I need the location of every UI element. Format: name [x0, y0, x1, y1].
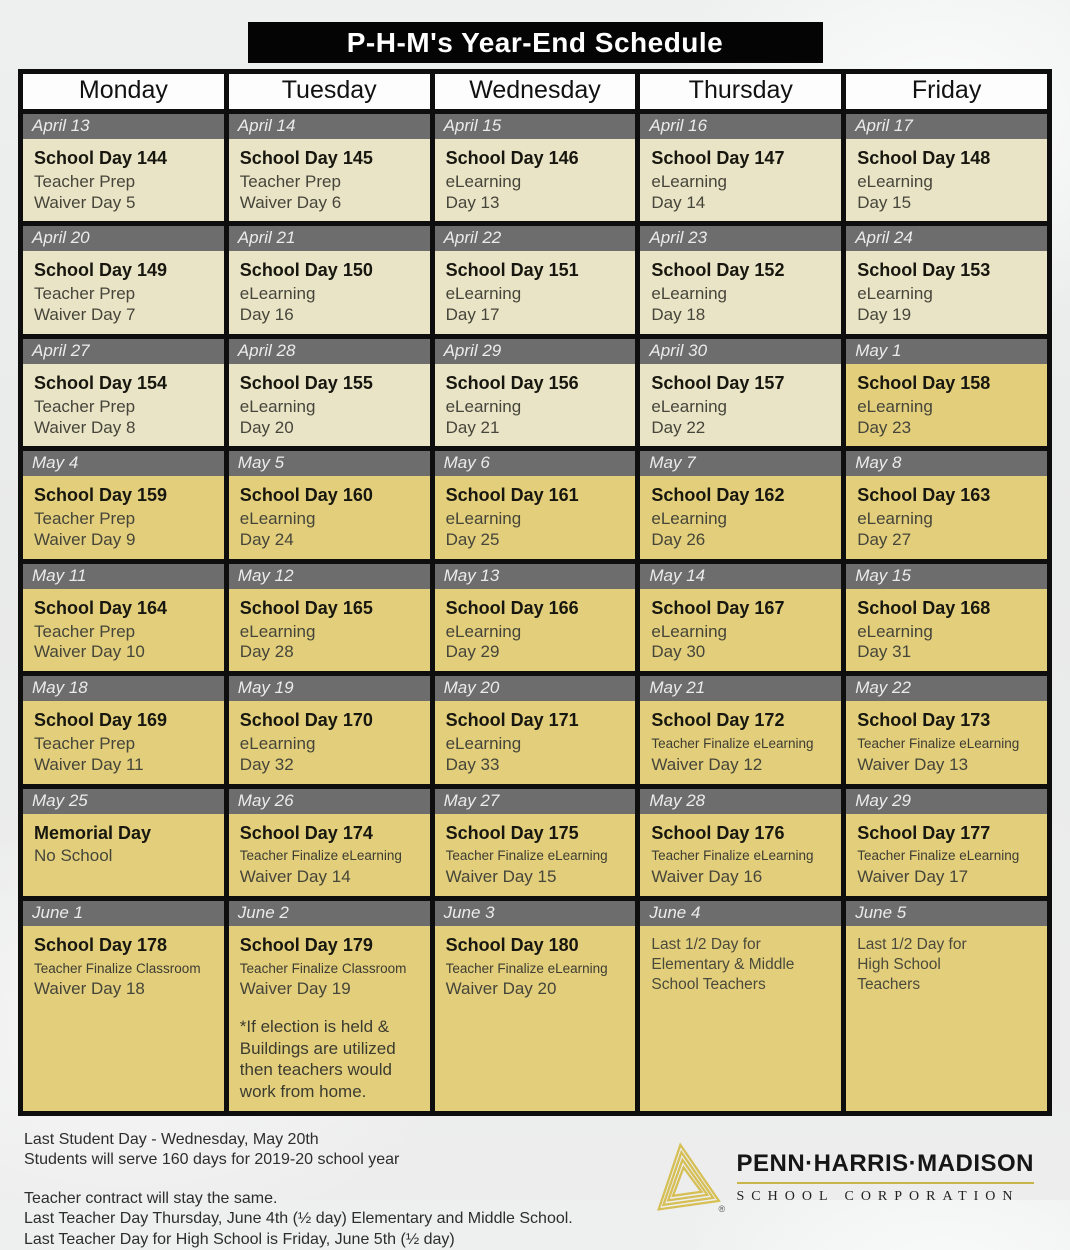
date-label: May 28 — [640, 789, 841, 814]
cell-body — [229, 476, 430, 558]
cell-body — [23, 814, 224, 896]
date-label: April 15 — [435, 114, 636, 139]
cell-line: School Day 165 — [239, 597, 373, 618]
calendar-cell-may-4 — [23, 451, 224, 558]
date-label: April 21 — [229, 226, 430, 251]
cell-line: eLearning — [445, 171, 522, 191]
cell-line: Day 19 — [857, 305, 912, 325]
cell-line: eLearning — [651, 171, 728, 191]
cell-line: No School — [34, 846, 113, 866]
cell-body — [846, 814, 1047, 896]
calendar-cell-april-22 — [435, 226, 636, 333]
cell-body — [23, 251, 224, 333]
cell-line: School Day 180 — [445, 934, 579, 955]
cell-line: Waiver Day 15 — [445, 866, 557, 886]
cell-line: eLearning — [239, 284, 316, 304]
cell-line: Teacher Prep — [34, 396, 136, 416]
calendar-cell-june-2 — [229, 901, 430, 1111]
calendar-weeks — [23, 114, 1047, 1111]
cell-line: eLearning — [651, 509, 728, 529]
date-label: June 1 — [23, 901, 224, 926]
date-label: June 4 — [640, 901, 841, 926]
cell-line: School Day 178 — [34, 934, 168, 955]
cell-body — [846, 589, 1047, 671]
cell-body — [435, 139, 636, 221]
cell-line: School Day 155 — [239, 372, 373, 393]
cell-line: eLearning — [239, 396, 316, 416]
cell-line: School Day 145 — [239, 148, 373, 168]
calendar-cell-june-5 — [846, 901, 1047, 1111]
cell-line: Teacher Prep — [239, 171, 341, 191]
footer — [18, 1130, 1052, 1250]
cell-line: School Day 179 — [239, 934, 373, 955]
cell-line: Day 30 — [651, 642, 706, 662]
calendar-cell-may-20 — [435, 676, 636, 783]
cell-line: Teacher Prep — [34, 509, 136, 529]
cell-body — [435, 589, 636, 671]
date-label: May 15 — [846, 564, 1047, 589]
date-label: May 14 — [640, 564, 841, 589]
week-row — [23, 114, 1047, 221]
cell-line: eLearning — [239, 509, 316, 529]
cell-body — [640, 814, 841, 896]
cell-line: eLearning — [857, 171, 933, 191]
date-label: April 24 — [846, 226, 1047, 251]
cell-line: Day 26 — [651, 529, 706, 549]
cell-line: eLearning — [445, 284, 522, 304]
cell-line: School Day 158 — [857, 372, 991, 393]
cell-line: Teacher Prep — [34, 734, 136, 754]
cell-line: Day 32 — [239, 754, 294, 774]
cell-line: Elementary & Middle — [651, 955, 795, 973]
cell-line: School Day 148 — [857, 148, 991, 168]
date-label: April 29 — [435, 339, 636, 364]
cell-body — [435, 251, 636, 333]
date-label: April 16 — [640, 114, 841, 139]
cell-line: eLearning — [239, 734, 316, 754]
calendar-cell-june-3 — [435, 901, 636, 1111]
calendar-cell-may-13 — [435, 564, 636, 671]
date-label: May 21 — [640, 676, 841, 701]
calendar-cell-april-21 — [229, 226, 430, 333]
calendar-cell-may-18 — [23, 676, 224, 783]
cell-body — [435, 814, 636, 896]
cell-line: Day 28 — [239, 642, 294, 662]
cell-body — [229, 926, 430, 1111]
cell-body — [640, 364, 841, 446]
cell-line: Day 16 — [239, 305, 294, 325]
cell-line: Day 13 — [445, 192, 500, 212]
cell-line: Waiver Day 14 — [239, 866, 351, 886]
date-label: April 28 — [229, 339, 430, 364]
logo-subtitle: SCHOOL CORPORATION — [736, 1189, 1020, 1205]
cell-line: Teacher Prep — [34, 621, 136, 641]
cell-line: Day 14 — [651, 192, 706, 212]
cell-line: Waiver Day 8 — [34, 417, 136, 437]
cell-line: Waiver Day 9 — [34, 529, 136, 549]
cell-line: School Day 156 — [445, 372, 579, 393]
cell-line: Memorial Day — [34, 822, 152, 843]
cell-line: Day 27 — [857, 529, 912, 549]
weekday-header-tuesday: Tuesday — [229, 74, 430, 109]
cell-line: Waiver Day 10 — [34, 642, 145, 662]
date-label: May 18 — [23, 676, 224, 701]
calendar-cell-may-19 — [229, 676, 430, 783]
cell-line: School Day 160 — [239, 485, 373, 506]
phm-logo — [647, 1140, 1053, 1216]
calendar-cell-may-26 — [229, 789, 430, 896]
footer-note-line: Last Student Day - Wednesday, May 20th — [24, 1130, 319, 1148]
cell-line: eLearning — [651, 621, 728, 641]
footer-note-line: Teacher contract will stay the same. — [24, 1189, 278, 1207]
cell-body — [846, 251, 1047, 333]
date-label: April 20 — [23, 226, 224, 251]
calendar-cell-june-4 — [640, 901, 841, 1111]
cell-line: Waiver Day 19 — [239, 979, 351, 999]
week-row — [23, 339, 1047, 446]
footer-note-line: Students will serve 160 days for 2019-20 school year — [24, 1151, 400, 1169]
calendar-cell-april-24 — [846, 226, 1047, 333]
calendar-cell-may-6 — [435, 451, 636, 558]
weekday-header-friday: Friday — [846, 74, 1047, 109]
phm-triangle-logo-icon — [647, 1140, 726, 1216]
cell-line: School Day 159 — [34, 485, 168, 506]
cell-line: School Day 166 — [445, 597, 579, 618]
date-label: April 27 — [23, 339, 224, 364]
cell-line: Waiver Day 20 — [445, 979, 557, 999]
calendar-cell-april-14 — [229, 114, 430, 221]
date-label: May 12 — [229, 564, 430, 589]
weekday-header-wednesday: Wednesday — [435, 74, 636, 109]
cell-body — [229, 589, 430, 671]
cell-body — [846, 701, 1047, 783]
cell-line: Waiver Day 6 — [239, 192, 342, 212]
cell-body — [229, 701, 430, 783]
calendar-cell-april-27 — [23, 339, 224, 446]
cell-line: eLearning — [857, 621, 933, 641]
cell-line: Day 25 — [445, 529, 500, 549]
cell-body — [640, 251, 841, 333]
cell-line: Day 18 — [651, 305, 706, 325]
date-label: May 13 — [435, 564, 636, 589]
calendar-cell-may-11 — [23, 564, 224, 671]
date-label: May 7 — [640, 451, 841, 476]
cell-line: School Day 162 — [651, 485, 785, 506]
week-row — [23, 789, 1047, 896]
date-label: April 22 — [435, 226, 636, 251]
cell-line: Day 33 — [445, 754, 500, 774]
cell-line: School Day 146 — [445, 148, 579, 168]
calendar-cell-may-5 — [229, 451, 430, 558]
cell-body — [846, 139, 1047, 221]
cell-body — [435, 364, 636, 446]
calendar-cell-may-27 — [435, 789, 636, 896]
cell-line: Teacher Prep — [34, 284, 136, 304]
calendar-cell-may-21 — [640, 676, 841, 783]
election-note: *If election is held & Buildings are utilized then teachers would work from home. — [239, 1016, 396, 1102]
cell-line: Day 24 — [239, 529, 294, 549]
cell-body — [23, 476, 224, 558]
date-label: April 13 — [23, 114, 224, 139]
date-label: April 23 — [640, 226, 841, 251]
cell-line: eLearning — [857, 509, 933, 529]
date-label: May 4 — [23, 451, 224, 476]
date-label: May 22 — [846, 676, 1047, 701]
cell-line: Last 1/2 Day for — [857, 935, 967, 953]
date-label: June 2 — [229, 901, 430, 926]
cell-body — [640, 589, 841, 671]
cell-line: School Day 169 — [34, 710, 168, 731]
cell-body — [846, 364, 1047, 446]
cell-line: Day 23 — [857, 417, 912, 437]
date-label: June 3 — [435, 901, 636, 926]
calendar-cell-may-22 — [846, 676, 1047, 783]
cell-line: School Day 176 — [651, 822, 785, 843]
date-label: May 19 — [229, 676, 430, 701]
cell-line: Day 15 — [857, 192, 912, 212]
calendar-cell-may-7 — [640, 451, 841, 558]
cell-body — [23, 926, 224, 1111]
cell-line: Day 22 — [651, 417, 706, 437]
cell-body — [23, 589, 224, 671]
cell-body — [640, 926, 841, 1111]
date-label: May 29 — [846, 789, 1047, 814]
page-title: P-H-M's Year-End Schedule — [248, 22, 823, 63]
cell-line: School Day 151 — [445, 260, 579, 281]
cell-body — [435, 701, 636, 783]
registered-mark: ® — [718, 1203, 726, 1214]
cell-body — [435, 926, 636, 1111]
logo-divider — [737, 1182, 1035, 1184]
cell-line: Waiver Day 7 — [34, 305, 136, 325]
week-row — [23, 564, 1047, 671]
cell-body — [23, 139, 224, 221]
cell-line: School Day 163 — [857, 485, 991, 506]
cell-body — [23, 364, 224, 446]
calendar-cell-may-8 — [846, 451, 1047, 558]
calendar-cell-may-15 — [846, 564, 1047, 671]
cell-line: School Day 144 — [34, 148, 168, 168]
calendar-cell-may-1 — [846, 339, 1047, 446]
logo-name: PENN·HARRIS·MADISON — [736, 1150, 1034, 1178]
cell-body — [23, 701, 224, 783]
cell-line: School Day 171 — [445, 710, 579, 731]
calendar-cell-may-12 — [229, 564, 430, 671]
week-row — [23, 676, 1047, 783]
date-label: May 26 — [229, 789, 430, 814]
cell-body — [846, 926, 1047, 1111]
calendar-cell-may-29 — [846, 789, 1047, 896]
cell-line: Teacher Finalize eLearning — [239, 848, 402, 864]
calendar-cell-april-29 — [435, 339, 636, 446]
cell-body — [640, 476, 841, 558]
schedule-calendar — [18, 69, 1052, 1116]
cell-line: School Day 154 — [34, 372, 168, 393]
cell-line: Waiver Day 12 — [651, 754, 763, 774]
cell-line: School Day 170 — [239, 710, 373, 731]
cell-line: School Teachers — [651, 975, 766, 993]
date-label: May 25 — [23, 789, 224, 814]
cell-line: Waiver Day 17 — [857, 866, 969, 886]
calendar-cell-april-15 — [435, 114, 636, 221]
cell-line: School Day 172 — [651, 710, 785, 731]
date-label: May 5 — [229, 451, 430, 476]
footer-note-line: Last Teacher Day Thursday, June 4th (½ day) Elementary and Middle School. — [24, 1210, 573, 1228]
cell-body — [229, 139, 430, 221]
calendar-cell-may-28 — [640, 789, 841, 896]
date-label: May 6 — [435, 451, 636, 476]
cell-line: School Day 147 — [651, 148, 785, 168]
cell-line: Last 1/2 Day for — [651, 935, 761, 953]
date-label: April 14 — [229, 114, 430, 139]
calendar-cell-april-30 — [640, 339, 841, 446]
cell-line: School Day 150 — [239, 260, 373, 281]
cell-body — [435, 476, 636, 558]
calendar-cell-april-16 — [640, 114, 841, 221]
date-label: May 1 — [846, 339, 1047, 364]
cell-line: Day 21 — [445, 417, 500, 437]
cell-body — [229, 814, 430, 896]
cell-line: eLearning — [651, 396, 728, 416]
cell-line: eLearning — [445, 509, 522, 529]
cell-line: School Day 164 — [34, 597, 168, 618]
cell-line: School Day 174 — [239, 822, 373, 843]
cell-line: Teacher Finalize eLearning — [651, 736, 814, 752]
week-row — [23, 451, 1047, 558]
cell-line: School Day 149 — [34, 260, 168, 281]
cell-line: School Day 153 — [857, 260, 991, 281]
cell-line: Teacher Finalize eLearning — [445, 960, 608, 976]
cell-body — [229, 364, 430, 446]
cell-line: Teachers — [857, 975, 921, 993]
cell-line: Teacher Finalize Classroom — [34, 960, 201, 976]
date-label: April 17 — [846, 114, 1047, 139]
footer-note-line: Last Teacher Day for High School is Friday, June 5th (½ day) — [24, 1230, 455, 1248]
cell-line: Waiver Day 18 — [34, 979, 145, 999]
calendar-cell-april-28 — [229, 339, 430, 446]
cell-line: eLearning — [445, 734, 522, 754]
week-row — [23, 226, 1047, 333]
calendar-cell-may-14 — [640, 564, 841, 671]
cell-line: eLearning — [857, 284, 933, 304]
cell-line: Day 20 — [239, 417, 294, 437]
cell-line: School Day 167 — [651, 597, 785, 618]
date-label: May 11 — [23, 564, 224, 589]
cell-body — [640, 139, 841, 221]
weekday-header-row — [23, 74, 1047, 109]
date-label: May 20 — [435, 676, 636, 701]
calendar-cell-may-25 — [23, 789, 224, 896]
cell-line: Teacher Finalize eLearning — [651, 848, 814, 864]
calendar-cell-april-23 — [640, 226, 841, 333]
calendar-cell-april-13 — [23, 114, 224, 221]
footer-gap — [24, 1171, 647, 1189]
weekday-header-thursday: Thursday — [640, 74, 841, 109]
cell-line: eLearning — [445, 396, 522, 416]
weekday-header-monday: Monday — [23, 74, 224, 109]
cell-line: Day 29 — [445, 642, 500, 662]
cell-line: Teacher Finalize eLearning — [857, 848, 1020, 864]
cell-line: eLearning — [445, 621, 522, 641]
cell-body — [846, 476, 1047, 558]
cell-line: School Day 157 — [651, 372, 785, 393]
cell-line: School Day 173 — [857, 710, 991, 731]
cell-line: Waiver Day 5 — [34, 192, 136, 212]
cell-line: School Day 161 — [445, 485, 579, 506]
cell-line: School Day 175 — [445, 822, 579, 843]
cell-line: Waiver Day 16 — [651, 866, 763, 886]
cell-line: Waiver Day 13 — [857, 754, 969, 774]
cell-line: Day 17 — [445, 305, 500, 325]
date-label: May 8 — [846, 451, 1047, 476]
calendar-cell-april-17 — [846, 114, 1047, 221]
cell-line: eLearning — [857, 396, 933, 416]
cell-line: eLearning — [239, 621, 316, 641]
cell-line: High School — [857, 955, 941, 973]
footer-notes — [18, 1130, 647, 1250]
cell-line: Teacher Prep — [34, 171, 136, 191]
date-label: April 30 — [640, 339, 841, 364]
cell-line: Waiver Day 11 — [34, 754, 144, 774]
cell-line: School Day 177 — [857, 822, 991, 843]
week-row — [23, 901, 1047, 1111]
date-label: May 27 — [435, 789, 636, 814]
cell-line: School Day 152 — [651, 260, 785, 281]
cell-line: School Day 168 — [857, 597, 991, 618]
date-label: June 5 — [846, 901, 1047, 926]
cell-line: Teacher Finalize Classroom — [239, 960, 407, 976]
cell-body — [229, 251, 430, 333]
logo-text — [737, 1150, 1035, 1205]
cell-line: eLearning — [651, 284, 728, 304]
cell-line: Teacher Finalize eLearning — [445, 848, 608, 864]
cell-body — [640, 701, 841, 783]
cell-line: Teacher Finalize eLearning — [857, 736, 1020, 752]
calendar-cell-april-20 — [23, 226, 224, 333]
cell-line: Day 31 — [857, 642, 912, 662]
calendar-cell-june-1 — [23, 901, 224, 1111]
